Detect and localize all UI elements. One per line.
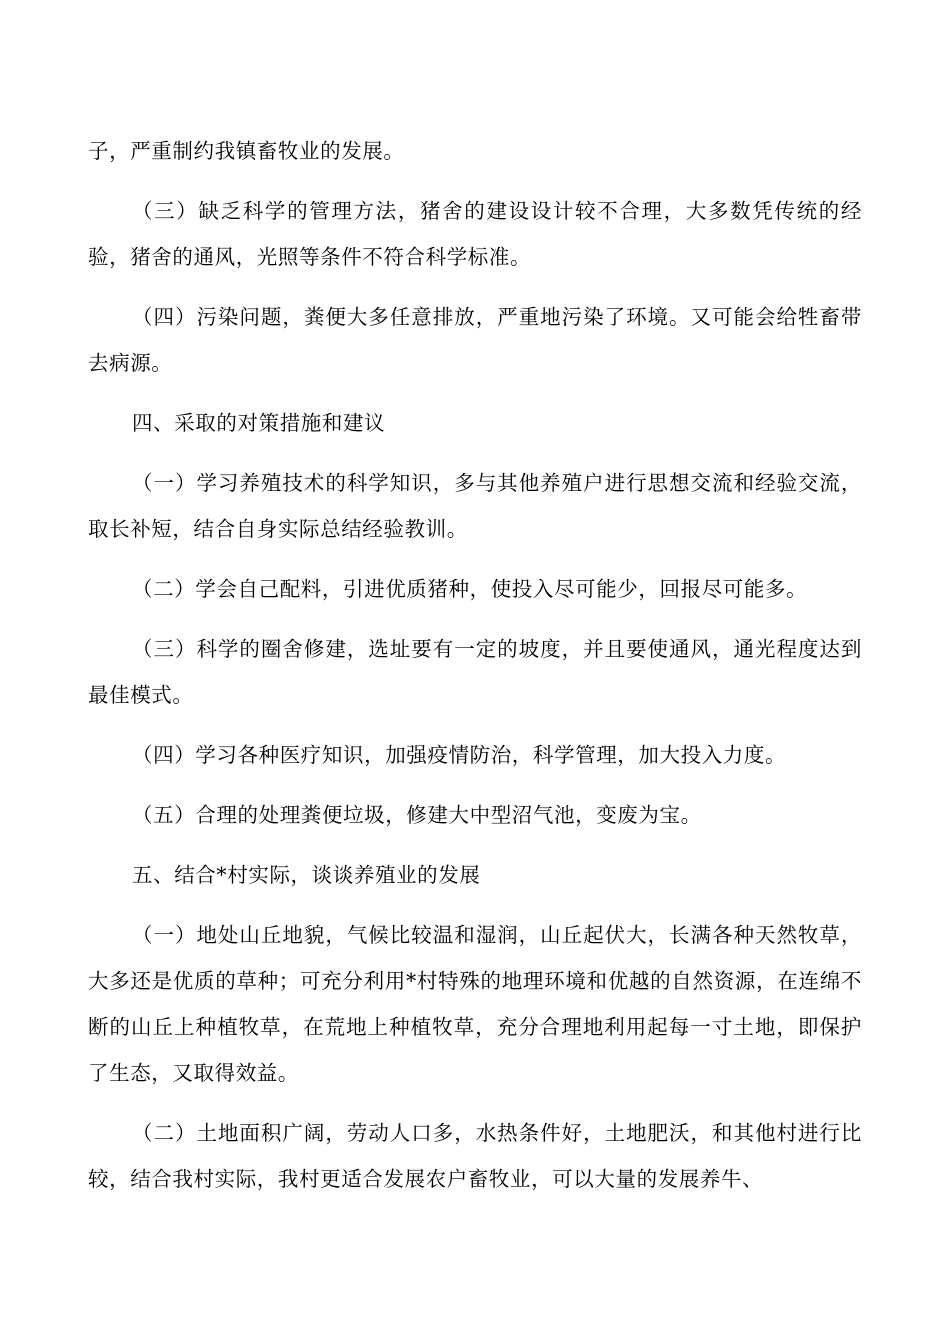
paragraph: （三）缺乏科学的管理方法，猪舍的建设设计较不合理，大多数凭传统的经验，猪舍的通风，光照等条件不符合科学标准。 xyxy=(88,199,862,269)
paragraph: （四）污染问题，粪便大多任意排放，严重地污染了环境。又可能会给牲畜带去病源。 xyxy=(88,305,862,375)
paragraph: （二）学会自己配料，引进优质猪种，使投入尽可能少，回报尽可能多。 xyxy=(132,577,808,601)
document-body xyxy=(88,128,862,1216)
paragraph: （三）科学的圈舍修建，选址要有一定的坡度，并且要使通风，通光程度达到最佳模式。 xyxy=(88,637,862,707)
paragraph: 子，严重制约我镇畜牧业的发展。 xyxy=(88,139,405,163)
section-heading: 五、结合*村实际，谈谈养殖业的发展 xyxy=(132,863,481,887)
paragraph: （五）合理的处理粪便垃圾，修建大中型沼气池，变废为宝。 xyxy=(132,803,702,827)
paragraph: （二）土地面积广阔，劳动人口多，水热条件好，土地肥沃，和其他村进行比较，结合我村实际，我村更适合发展农户畜牧业，可以大量的发展养牛、 xyxy=(88,1121,862,1191)
section-heading: 四、采取的对策措施和建议 xyxy=(132,411,386,435)
paragraph: （一）地处山丘地貌，气候比较温和湿润，山丘起伏大，长满各种天然牧草，大多还是优质的草种；可充分利用*村特殊的地理环境和优越的自然资源，在连绵不断的山丘上种植牧草，在荒地上种植牧草，充分合理地利用起每一寸土地，即保护了生态，又取得效益。 xyxy=(88,923,862,1085)
paragraph: （一）学习养殖技术的科学知识，多与其他养殖户进行思想交流和经验交流，取长补短，结合自身实际总结经验教训。 xyxy=(88,471,862,541)
paragraph: （四）学习各种医疗知识，加强疫情防治，科学管理，加大投入力度。 xyxy=(132,743,787,767)
